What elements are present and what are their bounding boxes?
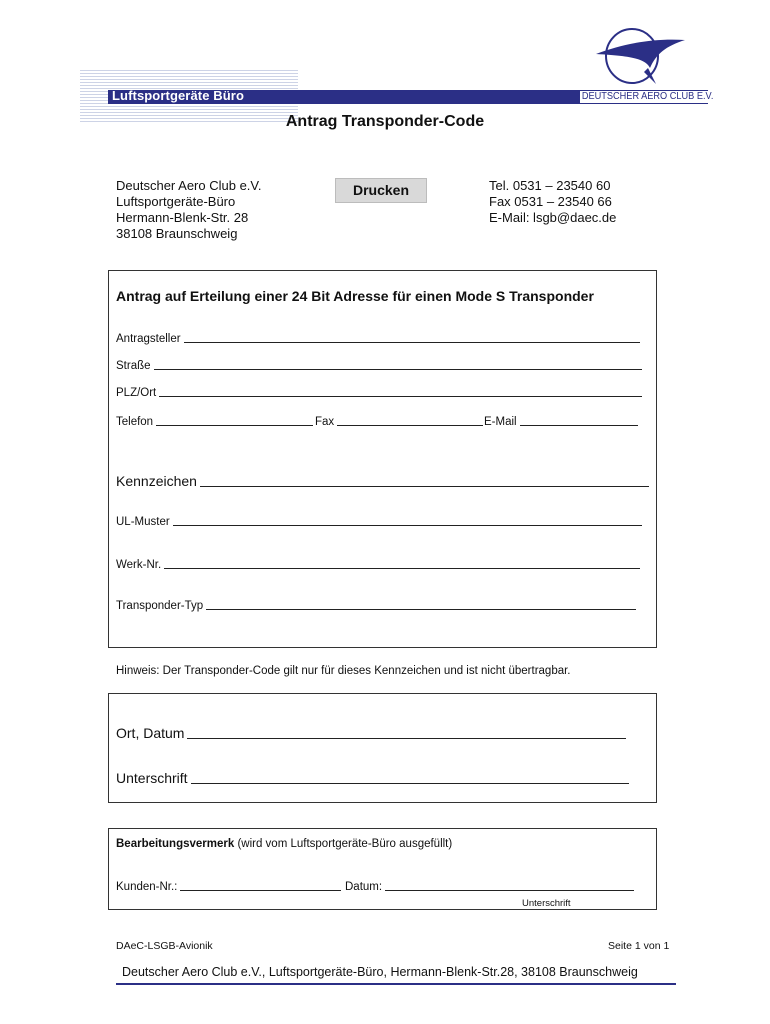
daec-logo-icon	[592, 24, 686, 88]
ul-muster-field[interactable]	[116, 516, 642, 528]
fill-line[interactable]	[173, 524, 642, 526]
kunden-nr-field[interactable]	[116, 881, 341, 893]
field-label: Unterschrift	[116, 770, 188, 786]
field-label: Fax	[315, 416, 335, 428]
address-line: Deutscher Aero Club e.V.	[116, 178, 262, 193]
datum-field[interactable]	[345, 881, 634, 893]
field-label: Werk-Nr.	[116, 559, 162, 571]
fill-line[interactable]	[191, 782, 629, 784]
page-title: Antrag Transponder-Code	[285, 113, 485, 130]
email-field[interactable]	[484, 416, 638, 428]
fill-line[interactable]	[184, 341, 640, 343]
footer-rule	[116, 983, 676, 985]
contact-fax: Fax 0531 – 23540 66	[489, 194, 612, 209]
field-label: Antragsteller	[116, 333, 181, 345]
fill-line[interactable]	[337, 424, 483, 426]
footer-document-id: DAeC-LSGB-Avionik	[116, 940, 213, 952]
field-label: Telefon	[116, 416, 154, 428]
application-box	[108, 270, 657, 648]
transponder-typ-field[interactable]	[116, 600, 636, 612]
fill-line[interactable]	[159, 395, 642, 397]
fax-field[interactable]	[315, 416, 483, 428]
werk-nr-field[interactable]	[116, 559, 640, 571]
address-line: 38108 Braunschweig	[116, 226, 238, 241]
processing-title	[116, 838, 452, 850]
print-button[interactable]: Drucken	[335, 178, 427, 203]
contact-tel: Tel. 0531 – 23540 60	[489, 178, 611, 193]
hint-text: Hinweis: Der Transponder-Code gilt nur für dieses Kennzeichen und ist nicht übertragbar.	[116, 665, 571, 677]
fill-line[interactable]	[385, 889, 634, 891]
ort-datum-field[interactable]	[116, 725, 626, 741]
contact-email: E-Mail: lsgb@daec.de	[489, 210, 617, 225]
unterschrift-field[interactable]	[116, 770, 629, 786]
sender-address	[116, 178, 262, 242]
fill-line[interactable]	[520, 424, 638, 426]
antragsteller-field[interactable]	[116, 333, 640, 345]
contact-block	[489, 178, 616, 226]
field-label: Ort, Datum	[116, 725, 185, 741]
fill-line[interactable]	[187, 737, 626, 739]
kennzeichen-field[interactable]	[116, 473, 649, 489]
telefon-field[interactable]	[116, 416, 313, 428]
field-label: UL-Muster	[116, 516, 170, 528]
fill-line[interactable]	[156, 424, 313, 426]
header-band-label: Luftsportgeräte Büro	[112, 88, 244, 103]
signature-box	[108, 693, 657, 803]
strasse-field[interactable]	[116, 360, 642, 372]
fill-line[interactable]	[206, 608, 636, 610]
field-label: E-Mail	[484, 416, 517, 428]
field-label: Straße	[116, 360, 151, 372]
plz-ort-field[interactable]	[116, 387, 642, 399]
field-label: PLZ/Ort	[116, 387, 157, 399]
fill-line[interactable]	[180, 889, 341, 891]
processing-note: (wird vom Luftsportgeräte-Büro ausgefüllt)	[234, 838, 453, 850]
field-label: Transponder-Typ	[116, 600, 204, 612]
processing-heading: Bearbeitungsvermerk	[116, 838, 235, 850]
fill-line[interactable]	[200, 485, 649, 487]
address-line: Luftsportgeräte-Büro	[116, 194, 236, 209]
address-line: Hermann-Blenk-Str. 28	[116, 210, 249, 225]
fill-line[interactable]	[154, 368, 642, 370]
footer-address: Deutscher Aero Club e.V., Luftsportgeräte-Büro, Hermann-Blenk-Str.28, 38108 Braunschweig	[122, 965, 638, 979]
footer-page-number: Seite 1 von 1	[608, 940, 670, 952]
application-title: Antrag auf Erteilung einer 24 Bit Adresse für einen Mode S Transponder	[116, 288, 594, 304]
processing-signature-label: Unterschrift	[522, 898, 571, 909]
field-label: Datum:	[345, 881, 383, 893]
field-label: Kunden-Nr.:	[116, 881, 178, 893]
field-label: Kennzeichen	[116, 473, 197, 489]
organization-mark: DEUTSCHER AERO CLUB E.V.	[581, 91, 714, 102]
fill-line[interactable]	[164, 567, 640, 569]
